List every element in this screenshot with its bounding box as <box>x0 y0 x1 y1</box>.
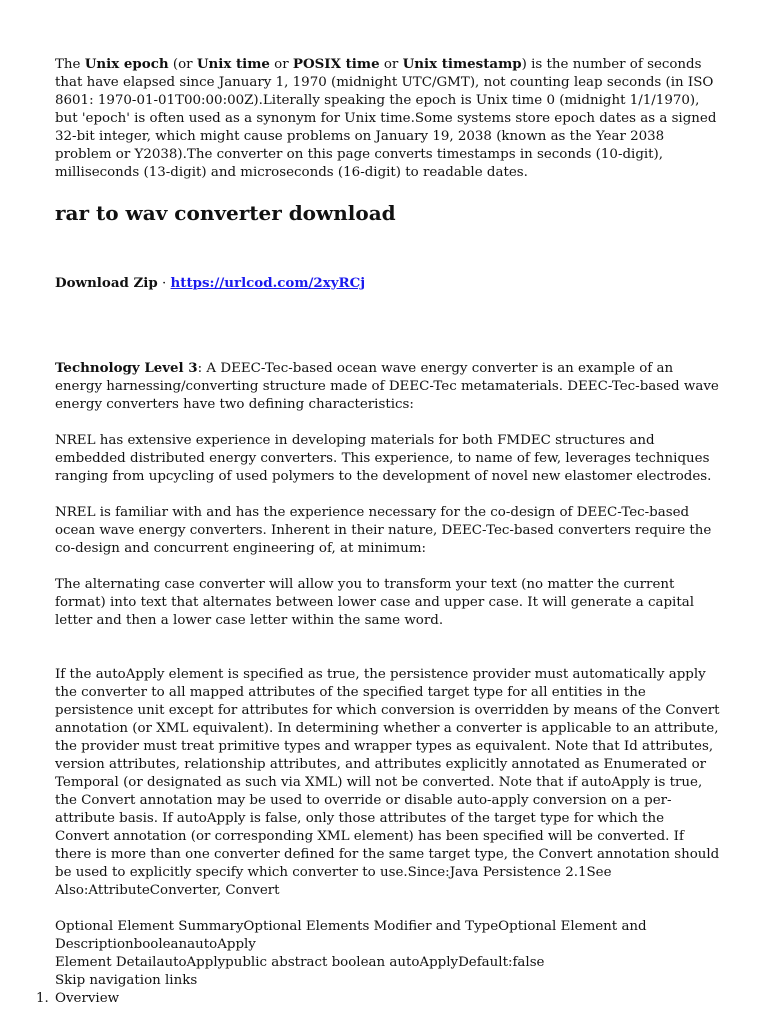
download-link[interactable]: https://urlcod.com/2xyRCj <box>170 275 366 291</box>
detail-line: Element DetailautoApplypublic abstract boolean autoApplyDefault:false <box>55 955 545 970</box>
ordered-list-item <box>36 990 720 1008</box>
overview-link[interactable]: Overview <box>55 991 120 1006</box>
tech-level-text: : A DEEC-Tec-based ocean wave energy converter is an example of an energy harnessing/converting structure made of DEEC-Tec metamaterials. DEEC-Tec-based wave energy converters have two defining characteristics: <box>55 361 719 412</box>
term-unix-time: Unix time <box>196 56 270 72</box>
list-number: 1. <box>36 991 49 1006</box>
term-unix-epoch: Unix epoch <box>84 56 169 72</box>
term-posix-time: POSIX time <box>292 56 380 72</box>
body-paragraph: The alternating case converter will allow you to transform your text (no matter the current format) into text that alternates between lower case and upper case. It will generate a capital letter and then a lower case letter within the same word. <box>55 577 694 628</box>
intro-text: ) is the number of seconds that have elapsed since January 1, 1970 (midnight UTC/GMT), not counting leap seconds (in ISO 8601: 1970-01-01T00:00:00Z).Literally speaking the epoch is Unix time 0 (midnight 1/1/1970), but 'epoch' is often used as a synonym for Unix time.Some systems store epoch dates as a signed 32-bit integer, which might cause problems on January 19, 2038 (known as the Year 2038 problem or Y2038).The converter on this page converts timestamps in seconds (10-digit), milliseconds (13-digit) and microseconds (16-digit) to readable dates. <box>55 57 717 180</box>
intro-text: or <box>379 57 403 72</box>
document-body <box>36 55 720 1008</box>
intro-text: The <box>55 57 85 72</box>
page-title: rar to wav converter download <box>55 201 396 225</box>
download-separator: · <box>157 276 171 291</box>
body-paragraph: If the autoApply element is specified as true, the persistence provider must automatically apply the converter to all mapped attributes of the specified target type for all entities in the persistence unit except for attributes for which conversion is overridden by means of the Convert annotation (or XML equivalent). In determining whether a converter is applicable to an attribute, the provider must treat primitive types and wrapper types as equivalent. Note that Id attributes, version attributes, relationship attributes, and attributes explicitly annotated as Enumerated or Temporal (or designated as such via XML) will not be converted. Note that if autoApply is true, the Convert annotation may be used to override or disable auto-apply conversion on a per-attribute basis. If autoApply is false, only those attributes of the target type for which the Convert annotation (or corresponding XML element) has been specified will be converted. If there is more than one converter defined for the same target type, the Convert annotation should be used to explicitly specify which converter to use.Since:Java Persistence 2.1See Also:AttributeConverter, Convert <box>55 667 720 898</box>
term-unix-timestamp: Unix timestamp <box>402 56 522 72</box>
tech-level-label: Technology Level 3 <box>55 360 198 376</box>
element-summary-block <box>36 918 720 1008</box>
intro-paragraph <box>55 55 720 182</box>
download-label: Download Zip <box>55 275 158 291</box>
body-paragraph: NREL has extensive experience in developing materials for both FMDEC structures and embedded distributed energy converters. This experience, to name of few, leverages techniques ranging from upcycling of used polymers to the development of novel new elastomer electrodes. <box>55 433 712 484</box>
intro-text: or <box>269 57 293 72</box>
summary-line: Optional Element SummaryOptional Elements Modifier and TypeOptional Element and DescriptionbooleanautoApply <box>55 919 647 952</box>
tech-level-paragraph <box>55 359 720 414</box>
download-line <box>55 274 720 293</box>
skip-navigation-link[interactable]: Skip navigation links <box>55 973 198 988</box>
body-paragraph: NREL is familiar with and has the experience necessary for the co-design of DEEC-Tec-based ocean wave energy converters. Inherent in their nature, DEEC-Tec-based converters require the co-design and concurrent engineering of, at minimum: <box>55 505 712 556</box>
intro-text: (or <box>168 57 197 72</box>
